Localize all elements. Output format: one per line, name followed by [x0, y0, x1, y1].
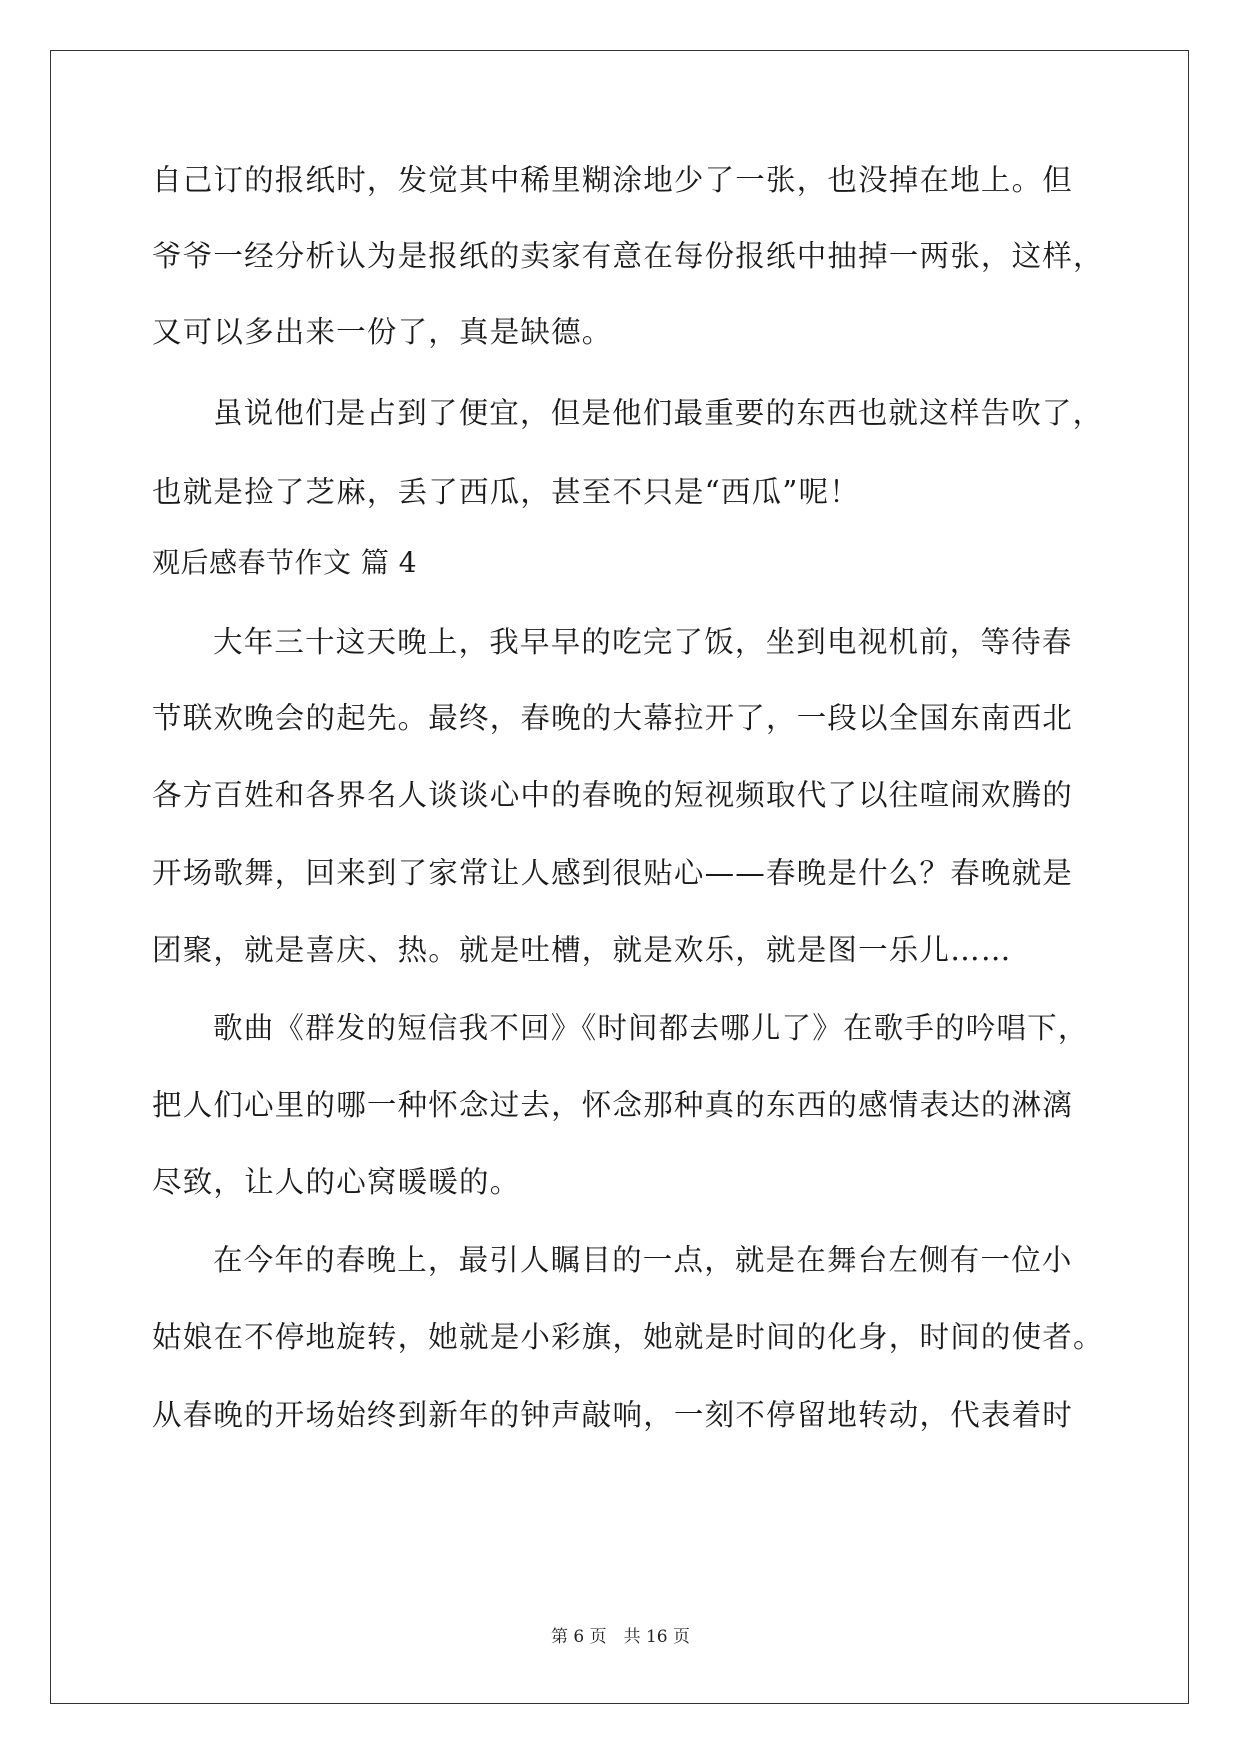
text-line: 开场歌舞，回来到了家常让人感到很贴心——春晚是什么？春晚就是: [152, 856, 1074, 890]
text-line: 也就是捡了芝麻，丢了西瓜，甚至不只是“西瓜”呢！: [152, 475, 860, 509]
paragraph-start-line: 歌曲《群发的短信我不回》《时间都去哪儿了》在歌手的吟唱下，: [213, 1011, 1089, 1045]
text-line: 爷爷一经分析认为是报纸的卖家有意在每份报纸中抽掉一两张，这样，: [152, 239, 1104, 273]
page-number-footer: 第 6 页 共 16 页: [550, 1627, 691, 1647]
text-line: 把人们心里的哪一种怀念过去，怀念那种真的东西的感情表达的淋漓: [152, 1088, 1074, 1122]
paragraph-start-line: 虽说他们是占到了便宜，但是他们最重要的东西也就这样告吹了，: [213, 396, 1104, 430]
paragraph-start-line: 大年三十这天晚上，我早早的吃完了饭，坐到电视机前，等待春: [213, 625, 1073, 659]
paragraph-start-line: 在今年的春晚上，最引人瞩目的一点，就是在舞台左侧有一位小: [213, 1243, 1073, 1277]
text-line: 尽致，让人的心窝暖暖的。: [152, 1165, 521, 1199]
section-heading: 观后感春节作文 篇 4: [152, 546, 418, 579]
text-line: 自己订的报纸时，发觉其中稀里糊涂地少了一张，也没掉在地上。但: [152, 163, 1074, 197]
text-line: 团聚，就是喜庆、热。就是吐槽，就是欢乐，就是图一乐儿……: [152, 933, 1012, 967]
text-line: 又可以多出来一份了，真是缺德。: [152, 315, 613, 349]
text-line: 节联欢晚会的起先。最终，春晚的大幕拉开了，一段以全国东南西北: [152, 701, 1074, 735]
text-line: 各方百姓和各界名人谈谈心中的春晚的短视频取代了以往喧闹欢腾的: [152, 778, 1074, 812]
text-line: 从春晚的开场始终到新年的钟声敲响，一刻不停留地转动，代表着时: [152, 1398, 1074, 1432]
text-line: 姑娘在不停地旋转，她就是小彩旗，她就是时间的化身，时间的使者。: [152, 1320, 1104, 1354]
